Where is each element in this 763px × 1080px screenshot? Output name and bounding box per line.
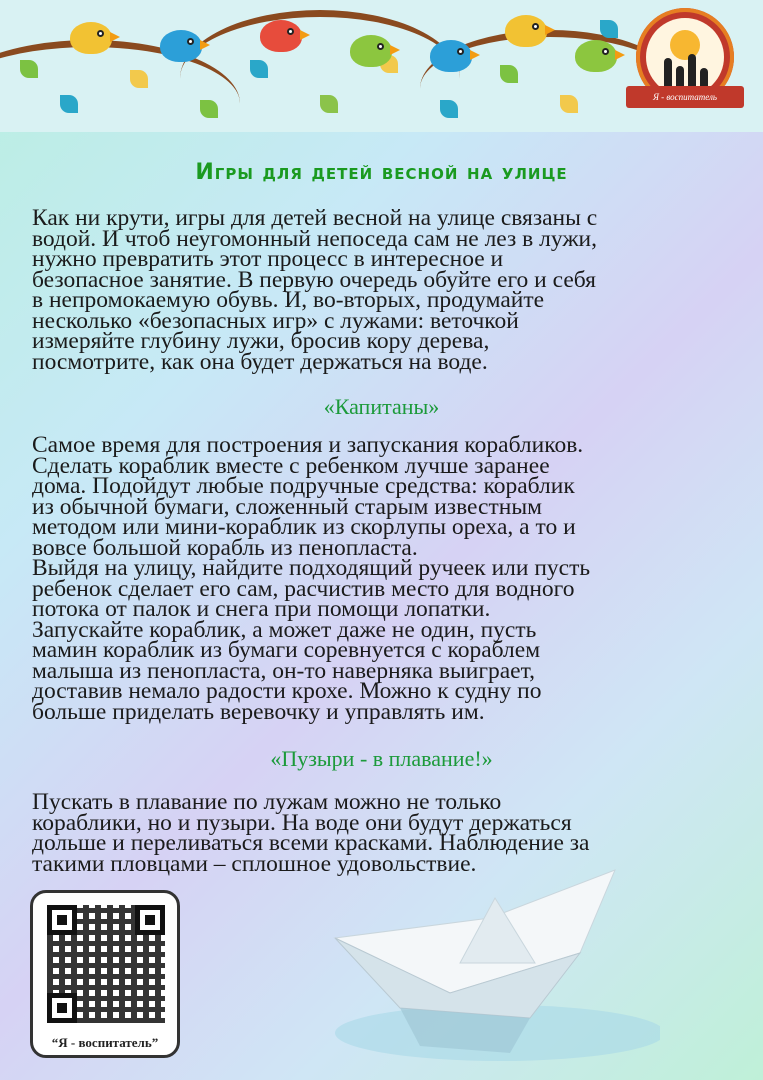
page-title: Игры для детей весной на улице — [195, 160, 568, 185]
text-line: потока от палок и снега при помощи лопатки. — [32, 596, 491, 622]
intro-paragraph — [32, 205, 732, 375]
paper-boat-illustration — [330, 868, 660, 1068]
bird-decoration — [350, 35, 392, 67]
qr-caption: “Я - воспитатель” — [51, 1035, 159, 1050]
branch-decoration — [180, 10, 460, 132]
text-line: посмотрите, как она будет держаться на воде. — [32, 348, 488, 375]
section-heading-bubbles: «Пузыри - в плавание!» — [270, 746, 493, 771]
text-line: водой. И чтоб неугомонный непоседа сам не лез в лужи, — [32, 225, 598, 252]
text-line: методом или мини-кораблик из скорлупы ореха, а то и — [32, 514, 576, 540]
qr-finder — [47, 993, 77, 1023]
bird-decoration — [505, 15, 547, 47]
leaf-decoration — [20, 60, 38, 78]
leaf-decoration — [250, 60, 268, 78]
bird-decoration — [575, 40, 617, 72]
text-line: ребенок сделает его сам, расчистив место для водного — [32, 575, 575, 602]
text-line: вовсе большой корабль из пенопласта. — [32, 534, 418, 561]
header-banner — [0, 0, 763, 132]
text-line: Как ни крути, игры для детей весной на улице связаны с — [32, 205, 598, 231]
qr-finder — [47, 905, 77, 935]
text-line: несколько «безопасных игр» с лужами: веточкой — [32, 307, 519, 334]
text-line: Выйдя на улицу, найдите подходящий ручеек или пусть — [32, 555, 591, 581]
text-line: Пускать в плавание по лужам можно не только — [32, 789, 502, 815]
text-line: Самое время для построения и запускания корабликов. — [32, 432, 584, 458]
section-captains-text — [32, 432, 732, 725]
bird-decoration — [430, 40, 472, 72]
bird-decoration — [70, 22, 112, 54]
leaf-decoration — [200, 100, 218, 118]
text-line: кораблики, но и пузыри. На воде они будут держаться — [32, 809, 572, 836]
text-line: доставив немало радости крохе. Можно к судну по — [32, 678, 542, 704]
leaf-decoration — [60, 95, 78, 113]
leaf-decoration — [440, 100, 458, 118]
text-line: в непромокаемую обувь. И, во-вторых, продумайте — [32, 287, 545, 313]
text-line: безопасное занятие. В первую очередь обуйте его и себя — [32, 266, 596, 293]
text-line: Сделать кораблик вместе с ребенком лучше заранее — [32, 452, 550, 479]
leaf-decoration — [600, 20, 618, 38]
site-logo — [626, 8, 744, 118]
section-heading-captains: «Капитаны» — [323, 394, 440, 419]
leaf-decoration — [320, 95, 338, 113]
text-line: нужно превратить этот процесс в интересное и — [32, 246, 504, 272]
bird-decoration — [260, 20, 302, 52]
leaf-decoration — [130, 70, 148, 88]
text-line: мамин кораблик из бумаги соревнуется с кораблем — [32, 637, 541, 663]
text-line: дома. Подойдут любые подручные средства: кораблик — [32, 473, 575, 499]
qr-finder — [135, 905, 165, 935]
text-line: измеряйте глубину лужи, бросив кору дерева, — [32, 328, 490, 354]
text-line: больше приделать веревочку и управлять им. — [32, 698, 485, 725]
text-line: из обычной бумаги, сложенный старым известным — [32, 493, 542, 520]
logo-caption: Я - воспитатель — [626, 86, 744, 108]
leaf-decoration — [560, 95, 578, 113]
section-bubbles-text — [32, 789, 732, 877]
leaf-decoration — [500, 65, 518, 83]
qr-code[interactable] — [30, 890, 180, 1058]
text-line: такими пловцами – сплошное удовольствие. — [32, 850, 477, 877]
text-line: малыша из пенопласта, он-то наверняка выиграет, — [32, 657, 535, 684]
text-line: Запускайте кораблик, а может даже не один, пусть — [32, 616, 537, 643]
text-line: дольше и переливаться всеми красками. Наблюдение за — [32, 830, 590, 856]
bird-decoration — [160, 30, 202, 62]
